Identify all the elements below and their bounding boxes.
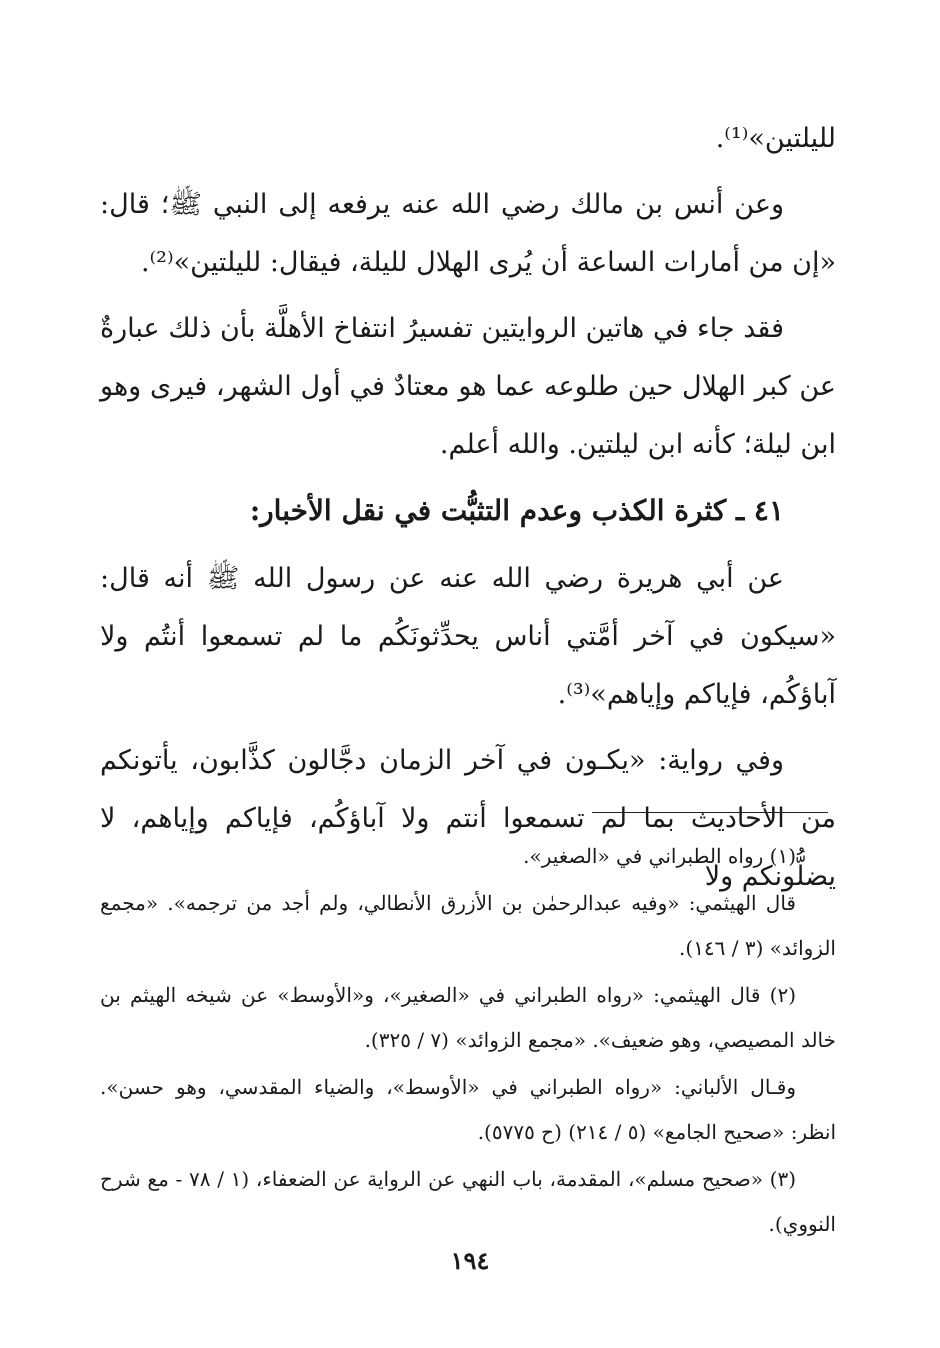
paragraph-abu-hurayra-hadith: عن أبي هريرة رضي الله عنه عن رسول الله ﷺ أنه قال: «سيكون في آخر أمَّتي أناس يحدِّثونَكُم ما لم تسمعوا أنتُم ولا آباؤكُم، فإياكم وإياهم»⁽³⁾. [100,563,836,710]
footnote-3: (٣) «صحيح مسلم»، المقدمة، باب النهي عن الرواية عن الضعفاء، (١ / ٧٨ - مع شرح النووي). [100,1167,836,1236]
paragraph-explanation: فقد جاء في هاتين الروايتين تفسيرُ انتفاخ الأهلَّة بأن ذلك عبارةٌ عن كبر الهلال حين طلوعه عما هو معتادٌ في أول الشهر، فيرى وهو ابن ليلة؛ كأنه ابن ليلتين. والله أعلم. [100,313,836,460]
paragraph-other-narration: وفي رواية: «يكـون في آخر الزمان دجَّالون كذَّابون، يأتونكم من الأحاديث بما لم تسمعوا أنتم ولا آباؤكُم، فإياكم وإياهم، لا يضلُّونكم ولا [100,745,836,892]
footnote-1-comment: قال الهيثمي: «وفيه عبدالرحمٰن بن الأزرق الأنطالي، ولم أجد من ترجمه». «مجمع الزوائد» (٣ / ١٤٦). [100,891,836,960]
paragraph-anas-hadith: وعن أنس بن مالك رضي الله عنه يرفعه إلى النبي ﷺ؛ قال: «إن من أمارات الساعة أن يُرى الهلال لليلة، فيقال: لليلتين»⁽²⁾. [100,189,836,278]
footnote-divider [592,812,828,813]
main-text [100,110,836,914]
footnote-2-comment: وقـال الألباني: «رواه الطبراني في «الأوسط»، والضياء المقدسي، وهو حسن». انظر: «صحيح الجامع» (٥ / ٢١٤) (ح ٥٧٧٥). [100,1075,836,1144]
footnote-1: (١) رواه الطبراني في «الصغير». [523,844,796,868]
section-heading: ٤١ ـ كثرة الكذب وعدم التثبُّت في نقل الأخبار: [249,494,784,527]
footnote-2: (٢) قال الهيثمي: «رواه الطبراني في «الصغير»، و«الأوسط» عن شيخه الهيثم بن خالد المصيصي، وهو ضعيف». «مجمع الزوائد» (٧ / ٣٢٥). [100,983,836,1052]
page-number: ١٩٤ [450,1246,490,1275]
paragraph-continuation: لليلتين»⁽¹⁾. [715,123,836,154]
footnotes [100,834,836,1249]
